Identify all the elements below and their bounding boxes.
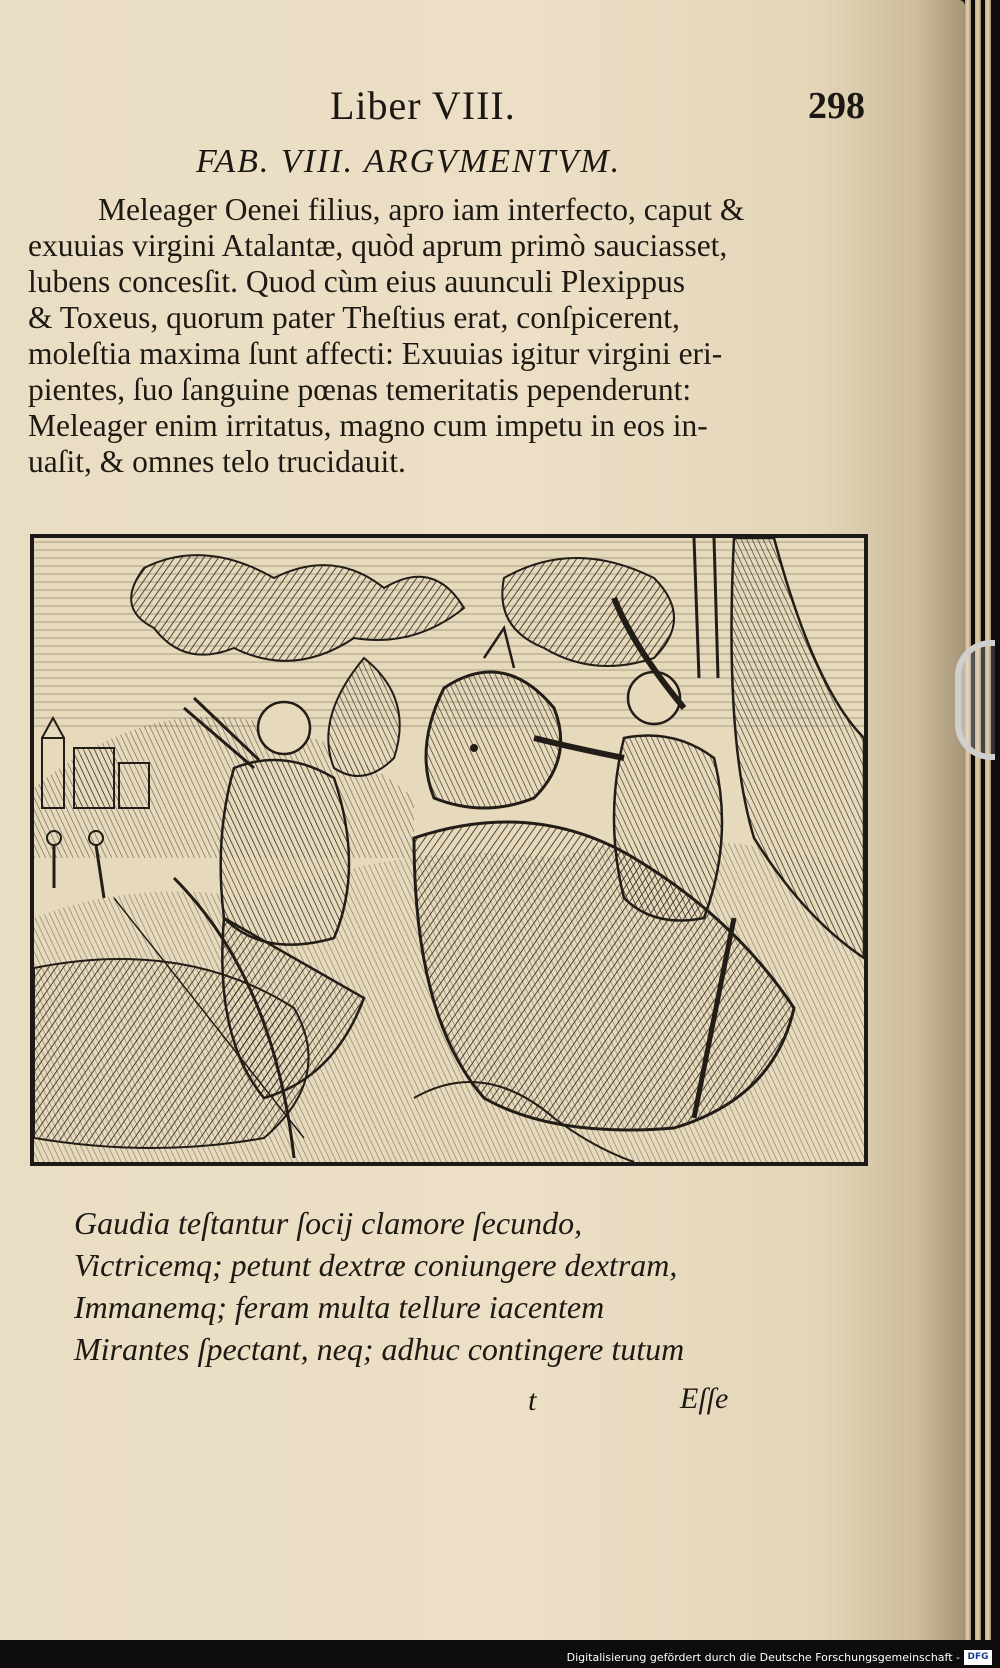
verse-line: Gaudia teſtantur ſocij clamore ſecundo, xyxy=(74,1205,583,1241)
woodcut-drawing xyxy=(34,538,864,1162)
argument-line: pientes, ſuo ſanguine pœnas temeritatis pependerunt: xyxy=(28,372,692,407)
argument-line: Meleager Oenei filius, apro iam interfecto, caput & xyxy=(98,192,745,227)
verse-line: Victricemq; petunt dextræ coniungere dextram, xyxy=(74,1247,678,1283)
argument-heading: FAB. VIII. ARGVMENTVM. xyxy=(196,143,622,180)
argument-line: Meleager enim irritatus, magno cum impetu in eos in- xyxy=(28,408,708,443)
page-number: 298 xyxy=(808,85,865,127)
argument-line: uaſit, & omnes telo trucidauit. xyxy=(28,444,406,479)
digitization-credit: Digitalisierung gefördert durch die Deutsche Forschungsgemeinschaft - xyxy=(566,1651,960,1664)
page-edge xyxy=(975,0,981,1640)
verse-line: Immanemq; feram multa tellure iacentem xyxy=(74,1289,605,1325)
signature-mark: t xyxy=(528,1384,537,1417)
verse-line: Mirantes ſpectant, neq; adhuc contingere tutum xyxy=(74,1331,685,1367)
page-edge xyxy=(985,0,991,1640)
page-clip xyxy=(955,640,995,760)
woodcut-illustration xyxy=(30,534,868,1166)
argument-line: exuuias virgini Atalantæ, quòd aprum primò sauciasset, xyxy=(28,228,728,263)
page-edge xyxy=(965,0,971,1640)
argument-line: moleſtia maxima ſunt affecti: Exuuias igitur virgini eri- xyxy=(28,336,723,371)
argument-line: lubens concesſit. Quod cùm eius auunculi Plexippus xyxy=(28,264,686,299)
dfg-logo: DFG xyxy=(964,1650,992,1665)
argument-line: & Toxeus, quorum pater Theſtius erat, conſpicerent, xyxy=(28,300,680,335)
argument-paragraph xyxy=(28,192,868,480)
running-head: Liber VIII. xyxy=(330,83,516,128)
verse-block xyxy=(74,1202,684,1370)
catchword: Eſſe xyxy=(680,1382,729,1415)
